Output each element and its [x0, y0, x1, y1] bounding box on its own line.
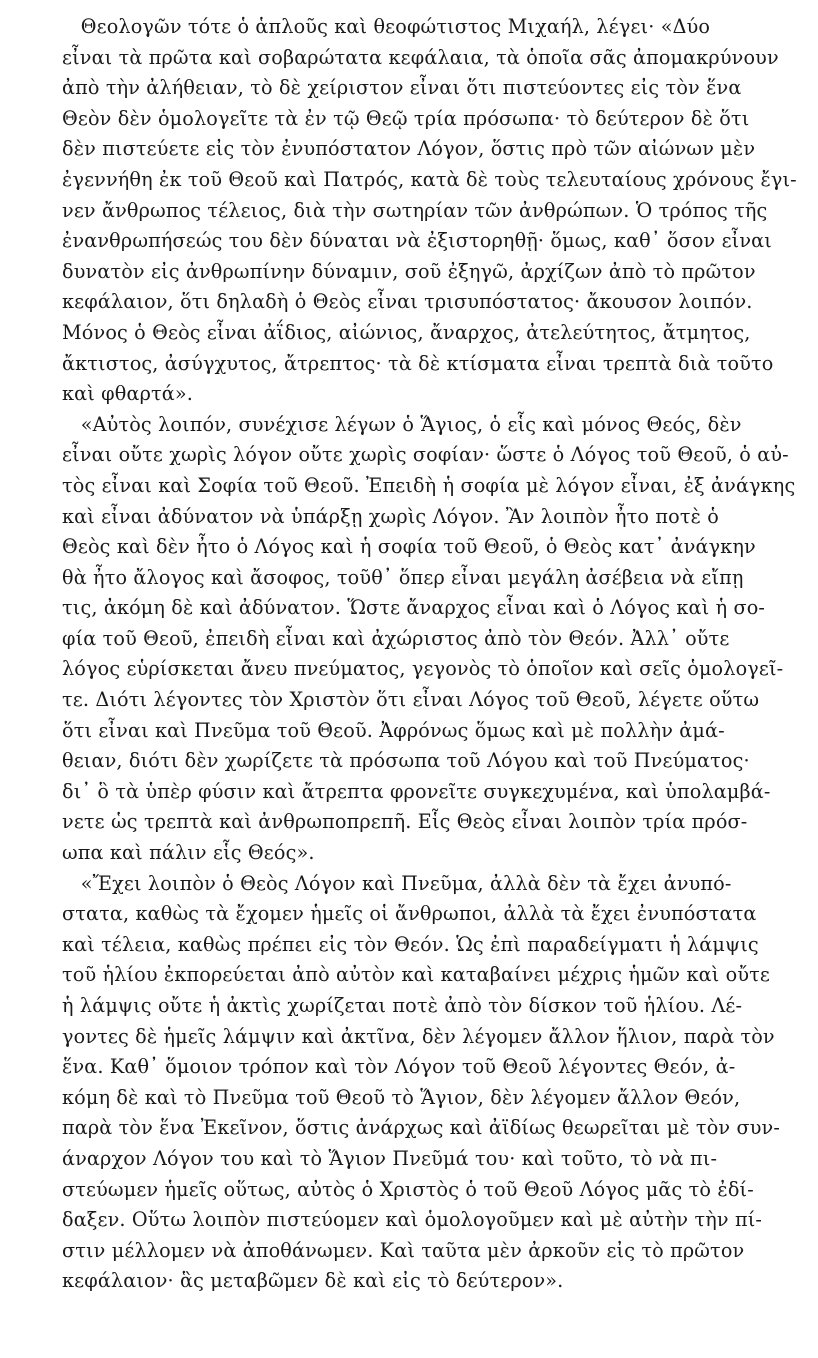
text-line: Θεολογῶν τότε ὁ ἁπλοῦς καὶ θεοφώτιστος Μιχαήλ, λέγει· «Δύο: [62, 15, 711, 38]
text-line: στεύωμεν ἡμεῖς οὕτως, αὐτὸς ὁ Χριστὸς ὁ τοῦ Θεοῦ Λόγος μᾶς τὸ ἐδί-: [62, 1177, 754, 1201]
text-line: ωπα καὶ πάλιν εἷς Θεός».: [62, 841, 315, 865]
text-line: θὰ ἦτο ἄλογος καὶ ἄσοφος, τοῦθ᾽ ὅπερ εἶναι μεγάλη ἀσέβεια νὰ εἴπῃ: [62, 565, 744, 589]
text-line: κόμη δὲ καὶ τὸ Πνεῦμα τοῦ Θεοῦ τὸ Ἅγιον, δὲν λέγομεν ἄλλον Θεόν,: [62, 1085, 741, 1109]
text-line: νεν ἄνθρωπος τέλειος, διὰ τὴν σωτηρίαν τῶν ἀνθρώπων. Ὁ τρόπος τῆς: [62, 198, 768, 222]
text-line: ἐγεννήθη ἐκ τοῦ Θεοῦ καὶ Πατρός, κατὰ δὲ τοὺς τελευταίους χρόνους ἔγι-: [62, 167, 797, 191]
text-line: «Αὐτὸς λοιπόν, συνέχισε λέγων ὁ Ἅγιος, ὁ εἷς καὶ μόνος Θεός, δὲν: [62, 412, 742, 436]
text-line: γοντες δὲ ἡμεῖς λάμψιν καὶ ἀκτῖνα, δὲν λέγομεν ἄλλον ἥλιον, παρὰ τὸν: [62, 1024, 775, 1048]
text-line: δυνατὸν εἰς ἀνθρωπίνην δύναμιν, σοῦ ἐξηγῶ, ἀρχίζων ἀπὸ τὸ πρῶτον: [62, 259, 756, 283]
text-line: λόγος εὑρίσκεται ἄνευ πνεύματος, γεγονὸς τὸ ὁποῖον καὶ σεῖς ὁμολογεῖ-: [62, 657, 784, 681]
text-line: ἄκτιστος, ἀσύγχυτος, ἄτρεπτος· τὰ δὲ κτίσματα εἶναι τρεπτὰ διὰ τοῦτο: [62, 351, 774, 375]
text-line: τις, ἀκόμη δὲ καὶ ἀδύνατον. Ὥστε ἄναρχος εἶναι καὶ ὁ Λόγος καὶ ἡ σο-: [62, 596, 766, 620]
text-line: ἐνανθρωπήσεώς του δὲν δύναται νὰ ἐξιστορηθῇ· ὅμως, καθ᾽ ὅσον εἶναι: [62, 229, 772, 253]
text-line: εἶναι οὔτε χωρὶς λόγον οὔτε χωρὶς σοφίαν· ὥστε ὁ Λόγος τοῦ Θεοῦ, ὁ αὐ-: [62, 443, 789, 467]
text-line: δὲν πιστεύετε εἰς τὸν ἐνυπόστατον Λόγον, ὅστις πρὸ τῶν αἰώνων μὲν: [62, 137, 756, 161]
text-line: τὸς εἶναι καὶ Σοφία τοῦ Θεοῦ. Ἐπειδὴ ἡ σοφία μὲ λόγον εἶναι, ἐξ ἀνάγκης: [62, 473, 796, 497]
text-line: νετε ὡς τρεπτὰ καὶ ἀνθρωποπρεπῆ. Εἷς Θεὸς εἶναι λοιπὸν τρία πρόσ-: [62, 810, 748, 834]
text-line: Θεὸν δὲν ὁμολογεῖτε τὰ ἐν τῷ Θεῷ τρία πρόσωπα· τὸ δεύτερον δὲ ὅτι: [62, 106, 750, 130]
text-line: δαξεν. Οὕτω λοιπὸν πιστεύομεν καὶ ὁμολογοῦμεν καὶ μὲ αὐτὴν τὴν πί-: [62, 1208, 763, 1232]
text-line: Μόνος ὁ Θεὸς εἶναι ἀΐδιος, αἰώνιος, ἄναρχος, ἀτελεύτητος, ἄτμητος,: [62, 320, 751, 344]
text-line: στατα, καθὼς τὰ ἔχομεν ἡμεῖς οἱ ἄνθρωποι, ἀλλὰ τὰ ἔχει ἐνυπόστατα: [62, 902, 757, 926]
text-line: φία τοῦ Θεοῦ, ἐπειδὴ εἶναι καὶ ἀχώριστος ἀπὸ τὸν Θεόν. Ἀλλ᾽ οὔτε: [62, 626, 730, 650]
text-line: εἶναι τὰ πρῶτα καὶ σοβαρώτατα κεφάλαια, τὰ ὁποῖα σᾶς ἀπομακρύνουν: [62, 45, 779, 69]
text-line: θειαν, διότι δὲν χωρίζετε τὰ πρόσωπα τοῦ Λόγου καὶ τοῦ Πνεύματος·: [62, 749, 750, 773]
text-line: κεφάλαιον· ἃς μεταβῶμεν δὲ καὶ εἰς τὸ δεύτερον».: [62, 1269, 564, 1293]
text-line: ἀπὸ τὴν ἀλήθειαν, τὸ δὲ χείριστον εἶναι ὅτι πιστεύοντες εἰς τὸν ἕνα: [62, 76, 742, 100]
text-line: στιν μέλλομεν νὰ ἀποθάνωμεν. Καὶ ταῦτα μὲν ἀρκοῦν εἰς τὸ πρῶτον: [62, 1238, 745, 1262]
text-line: ἕνα. Καθ᾽ ὅμοιον τρόπον καὶ τὸν Λόγον τοῦ Θεοῦ λέγοντες Θεόν, ἀ-: [62, 1055, 736, 1079]
text-line: άναρχον Λόγον του καὶ τὸ Ἅγιον Πνεῦμά του· καὶ τοῦτο, τὸ νὰ πι-: [62, 1146, 718, 1170]
text-line: παρὰ τὸν ἕνα Ἐκεῖνον, ὅστις ἀνάρχως καὶ ἀϊδίως θεωρεῖται μὲ τὸν συν-: [62, 1116, 780, 1140]
text-line: κεφάλαιον, ὅτι δηλαδὴ ὁ Θεὸς εἶναι τρισυπόστατος· ἄκουσον λοιπόν.: [62, 290, 753, 314]
text-line: καὶ φθαρτά».: [62, 382, 194, 406]
text-line: καὶ εἶναι ἀδύνατον νὰ ὑπάρξῃ χωρὶς Λόγον. Ἂν λοιπὸν ἦτο ποτὲ ὁ: [62, 504, 719, 528]
text-line: ὅτι εἶναι καὶ Πνεῦμα τοῦ Θεοῦ. Ἀφρόνως ὅμως καὶ μὲ πολλὴν ἀμά-: [62, 718, 725, 742]
text-line: [62, 1328, 762, 1358]
document-page: [62, 12, 797, 1293]
text-line: «Ἔχει λοιπὸν ὁ Θεὸς Λόγον καὶ Πνεῦμα, ἀλλὰ δὲν τὰ ἔχει ἀνυπό-: [62, 871, 732, 895]
text-line: δι᾽ ὃ τὰ ὑπὲρ φύσιν καὶ ἄτρεπτα φρονεῖτε συγκεχυμένα, καὶ ὑπολαμβά-: [62, 779, 771, 803]
text-line: τοῦ ἡλίου ἐκπορεύεται ἀπὸ αὐτὸν καὶ καταβαίνει μέχρις ἡμῶν καὶ οὔτε: [62, 963, 771, 987]
text-line: τε. Διότι λέγοντες τὸν Χριστὸν ὅτι εἶναι Λόγος τοῦ Θεοῦ, λέγετε οὕτω: [62, 688, 760, 712]
text-line: καὶ τέλεια, καθὼς πρέπει εἰς τὸν Θεόν. Ὡς ἐπὶ παραδείγματι ἡ λάμψις: [62, 932, 759, 956]
text-line: Θεὸς καὶ δὲν ἦτο ὁ Λόγος καὶ ἡ σοφία τοῦ Θεοῦ, ὁ Θεὸς κατ᾽ ἀνάγκην: [62, 535, 756, 559]
text-line: [62, 1297, 762, 1328]
text-line: ἡ λάμψις οὔτε ἡ ἀκτὶς χωρίζεται ποτὲ ἀπὸ τὸν δίσκον τοῦ ἡλίου. Λέ-: [62, 994, 743, 1017]
